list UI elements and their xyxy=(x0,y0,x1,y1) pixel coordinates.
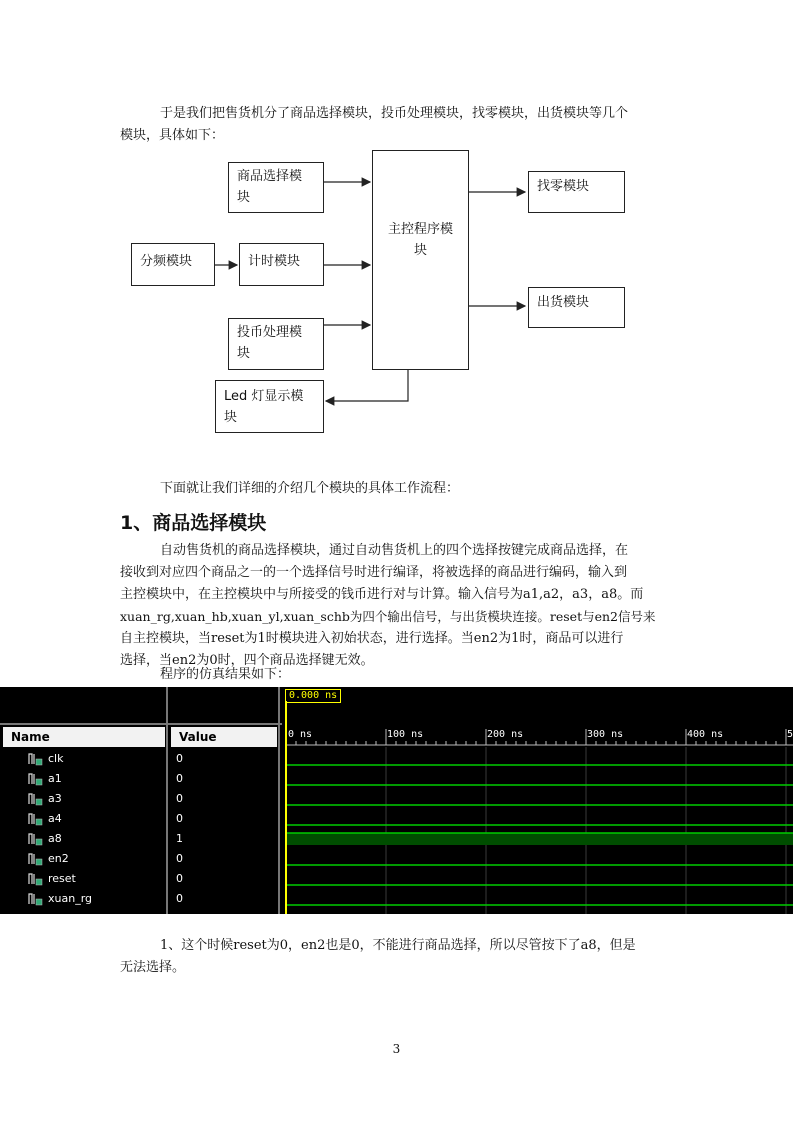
signal-row-a8[interactable] xyxy=(0,829,793,849)
signal-value: 0 xyxy=(176,792,183,805)
signal-row-a4[interactable] xyxy=(0,809,793,829)
signal-name: a3 xyxy=(48,792,62,805)
signal-icon xyxy=(28,752,44,766)
coin-module-box xyxy=(228,318,324,370)
signal-name: en2 xyxy=(48,852,69,865)
signal-value: 0 xyxy=(176,812,183,825)
body-line-3: 主控模块中，在主控模块中与所接受的钱币进行对与计算。输入信号为a1,a2，a3，a8。而 xyxy=(120,587,644,602)
signal-value: 0 xyxy=(176,892,183,905)
signal-icon xyxy=(28,772,44,786)
led-module-label-2: 块 xyxy=(224,410,238,425)
section-heading: 1、商品选择模块 xyxy=(120,512,267,534)
body-line-5: 自主控模块，当reset为1时模块进入初始状态，进行选择。当en2为1时，商品可以进行 xyxy=(120,631,624,646)
ruler-label-0: 0 ns xyxy=(288,729,313,740)
signal-row-clk[interactable] xyxy=(0,749,793,769)
signal-name: reset xyxy=(48,872,76,885)
signal-value: 0 xyxy=(176,852,183,865)
signal-name: a4 xyxy=(48,812,62,825)
page-number: 3 xyxy=(392,1042,401,1056)
body-line-4: xuan_rg,xuan_hb,xuan_yl,xuan_schb为四个输出信号，与出货模块连接。reset与en2信号来 xyxy=(120,609,656,624)
signal-icon xyxy=(28,832,44,846)
led-module-label-1: Led 灯显示模 xyxy=(224,389,304,404)
note-line-2: 无法选择。 xyxy=(120,960,186,975)
intro-line-2: 模块，具体如下： xyxy=(120,128,225,143)
change-module-label: 找零模块 xyxy=(537,179,590,194)
coin-module-label-1: 投币处理模 xyxy=(237,325,303,340)
ruler-label-500: 5 xyxy=(787,729,793,740)
main-control-module-box xyxy=(372,150,469,370)
signal-name: xuan_rg xyxy=(48,892,93,905)
timer-module-box xyxy=(239,243,324,286)
ship-module-box xyxy=(528,287,625,328)
simulation-waveform-viewer xyxy=(0,687,793,914)
signal-name: a1 xyxy=(48,772,62,785)
arrow-main-to-led xyxy=(326,370,408,401)
ship-module-label: 出货模块 xyxy=(537,295,590,310)
signal-row-a1[interactable] xyxy=(0,769,793,789)
signal-value: 0 xyxy=(176,752,183,765)
ruler-label-400: 400 ns xyxy=(687,729,724,740)
intro-line-1: 于是我们把售货机分了商品选择模块，投币处理模块，找零模块，出货模块等几个 xyxy=(160,106,629,121)
ruler-label-300: 300 ns xyxy=(587,729,624,740)
signal-icon xyxy=(28,852,44,866)
signal-icon xyxy=(28,892,44,906)
sim-caption: 程序的仿真结果如下： xyxy=(160,667,291,682)
signal-row-a3[interactable] xyxy=(0,789,793,809)
cursor-time-label: 0.000 ns xyxy=(285,689,341,703)
main-module-label-2: 块 xyxy=(413,243,427,258)
led-module-box xyxy=(215,380,324,433)
signal-row-xuan_rg[interactable] xyxy=(0,889,793,909)
signal-name: clk xyxy=(48,752,64,765)
signal-row-reset[interactable] xyxy=(0,869,793,889)
signal-icon xyxy=(28,872,44,886)
lead-paragraph: 下面就让我们详细的介绍几个模块的具体工作流程： xyxy=(160,481,460,496)
signal-row-en2[interactable] xyxy=(0,849,793,869)
signal-value: 0 xyxy=(176,872,183,885)
signal-name: a8 xyxy=(48,832,62,845)
select-module-box xyxy=(228,162,324,213)
divider-module-box xyxy=(131,243,215,286)
signal-value: 1 xyxy=(176,832,183,845)
main-module-label-1: 主控程序模 xyxy=(387,222,453,237)
body-line-6: 选择，当en2为0时，四个商品选择键无效。 xyxy=(120,653,374,668)
signal-icon xyxy=(28,812,44,826)
name-column-header[interactable]: Name xyxy=(3,727,165,747)
divider-module-label: 分频模块 xyxy=(140,254,193,269)
body-line-1: 自动售货机的商品选择模块，通过自动售货机上的四个选择按键完成商品选择，在 xyxy=(160,543,629,558)
select-module-label-2: 块 xyxy=(237,190,251,205)
change-module-box xyxy=(528,171,625,213)
ruler-label-200: 200 ns xyxy=(487,729,524,740)
signal-icon xyxy=(28,792,44,806)
timer-module-label: 计时模块 xyxy=(248,254,301,269)
body-line-2: 接收到对应四个商品之一的一个选择信号时进行编译，将被选择的商品进行编码，输入到 xyxy=(120,565,628,580)
value-column-header[interactable]: Value xyxy=(171,727,277,747)
note-line-1: 1、这个时候reset为0，en2也是0，不能进行商品选择，所以尽管按下了a8，但是 xyxy=(160,938,636,953)
select-module-label-1: 商品选择模 xyxy=(237,169,303,184)
ruler-label-100: 100 ns xyxy=(387,729,424,740)
signal-value: 0 xyxy=(176,772,183,785)
coin-module-label-2: 块 xyxy=(237,346,251,361)
